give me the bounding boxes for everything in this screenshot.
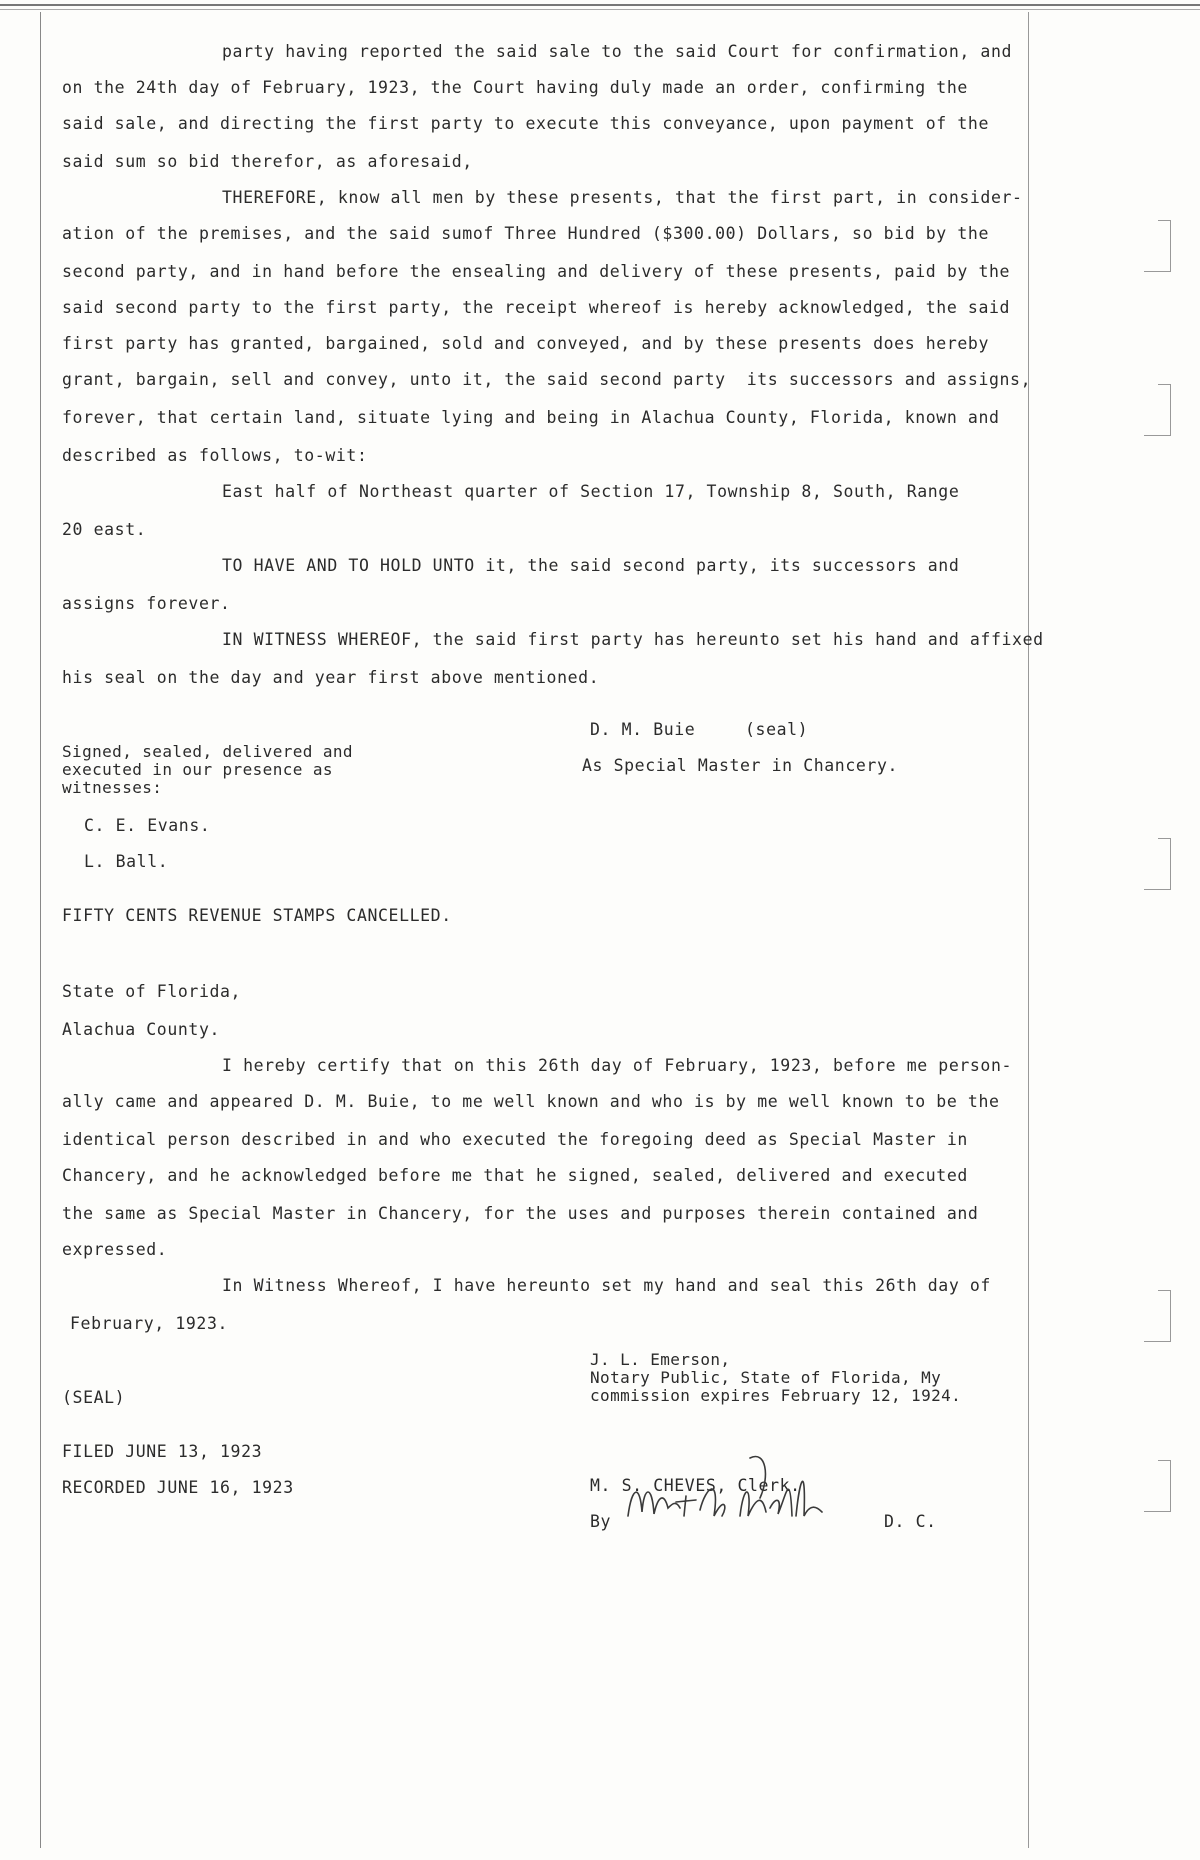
notary-commission: commission expires February 12, 1924. xyxy=(590,1386,962,1405)
signer-seal: (seal) xyxy=(745,720,809,739)
filed-date: FILED JUNE 13, 1923 xyxy=(62,1442,263,1461)
notary-title: Notary Public, State of Florida, My xyxy=(590,1368,942,1387)
margin-bracket xyxy=(1150,1460,1171,1512)
witness-name: C. E. Evans. xyxy=(84,816,211,835)
body-line: first party has granted, bargained, sold and conveyed, and by these presents does hereby xyxy=(62,334,989,353)
body-line: said second party to the first party, the receipt whereof is hereby acknowledged, the said xyxy=(62,298,1011,317)
left-margin-rule xyxy=(40,12,41,1848)
witness-caption: witnesses: xyxy=(62,778,163,797)
habendum-clause: TO HAVE AND TO HOLD UNTO it, the said second party, its successors and xyxy=(222,556,960,575)
notary-seal: (SEAL) xyxy=(62,1388,126,1407)
venue-county: Alachua County. xyxy=(62,1020,221,1039)
signer-title: As Special Master in Chancery. xyxy=(582,756,899,775)
witness-name: L. Ball. xyxy=(84,852,169,871)
signer-name: D. M. Buie xyxy=(590,720,696,739)
right-margin-rule xyxy=(1028,12,1029,1848)
body-line: said sale, and directing the first party to execute this conveyance, upon payment of the xyxy=(62,114,989,133)
witness-caption: executed in our presence as xyxy=(62,760,333,779)
acknowledgment-line: ally came and appeared D. M. Buie, to me well known and who is by me well known to be the xyxy=(62,1092,1000,1111)
testimonium-clause: his seal on the day and year first above mentioned. xyxy=(62,668,600,687)
body-line: THEREFORE, know all men by these presents, that the first part, in consider- xyxy=(222,188,1023,207)
acknowledgment-line: In Witness Whereof, I have hereunto set my hand and seal this 26th day of xyxy=(222,1276,991,1295)
by-label: By xyxy=(590,1512,612,1531)
recorded-date: RECORDED JUNE 16, 1923 xyxy=(62,1478,294,1497)
acknowledgment-line: identical person described in and who executed the foregoing deed as Special Master in xyxy=(62,1130,968,1149)
body-line: party having reported the said sale to the said Court for confirmation, and xyxy=(222,42,1013,61)
clerk-name: M. S. CHEVES, Clerk. xyxy=(590,1476,801,1495)
top-border-inner xyxy=(0,9,1200,10)
acknowledgment-line: February, 1923. xyxy=(70,1314,229,1333)
land-description: East half of Northeast quarter of Section 17, Township 8, South, Range xyxy=(222,482,960,501)
body-line: ation of the premises, and the said sumof Three Hundred ($300.00) Dollars, so bid by the xyxy=(62,224,989,243)
land-description: 20 east. xyxy=(62,520,147,539)
body-line: second party, and in hand before the ensealing and delivery of these presents, paid by the xyxy=(62,262,1011,281)
body-line: described as follows, to-wit: xyxy=(62,446,368,465)
body-line: on the 24th day of February, 1923, the Court having duly made an order, confirming the xyxy=(62,78,968,97)
deputy-clerk-label: D. C. xyxy=(884,1512,937,1531)
top-border xyxy=(0,4,1200,6)
margin-bracket xyxy=(1150,220,1171,272)
body-line: forever, that certain land, situate lying and being in Alachua County, Florida, known and xyxy=(62,408,1000,427)
margin-bracket xyxy=(1150,384,1171,436)
venue-state: State of Florida, xyxy=(62,982,242,1001)
notary-name: J. L. Emerson, xyxy=(590,1350,731,1369)
margin-bracket xyxy=(1150,1290,1171,1342)
testimonium-clause: IN WITNESS WHEREOF, the said first party has hereunto set his hand and affixed xyxy=(222,630,1044,649)
body-line: grant, bargain, sell and convey, unto it, the said second party its successors and assigns, xyxy=(62,370,1032,389)
margin-bracket xyxy=(1150,838,1171,890)
body-line: said sum so bid therefor, as aforesaid, xyxy=(62,152,473,171)
acknowledgment-line: expressed. xyxy=(62,1240,168,1259)
witness-caption: Signed, sealed, delivered and xyxy=(62,742,353,761)
acknowledgment-line: I hereby certify that on this 26th day of February, 1923, before me person- xyxy=(222,1056,1013,1075)
deputy-clerk-signature xyxy=(610,1446,840,1536)
habendum-clause: assigns forever. xyxy=(62,594,231,613)
acknowledgment-line: the same as Special Master in Chancery, for the uses and purposes therein contained and xyxy=(62,1204,979,1223)
acknowledgment-line: Chancery, and he acknowledged before me that he signed, sealed, delivered and executed xyxy=(62,1166,968,1185)
revenue-stamps-note: FIFTY CENTS REVENUE STAMPS CANCELLED. xyxy=(62,906,452,925)
